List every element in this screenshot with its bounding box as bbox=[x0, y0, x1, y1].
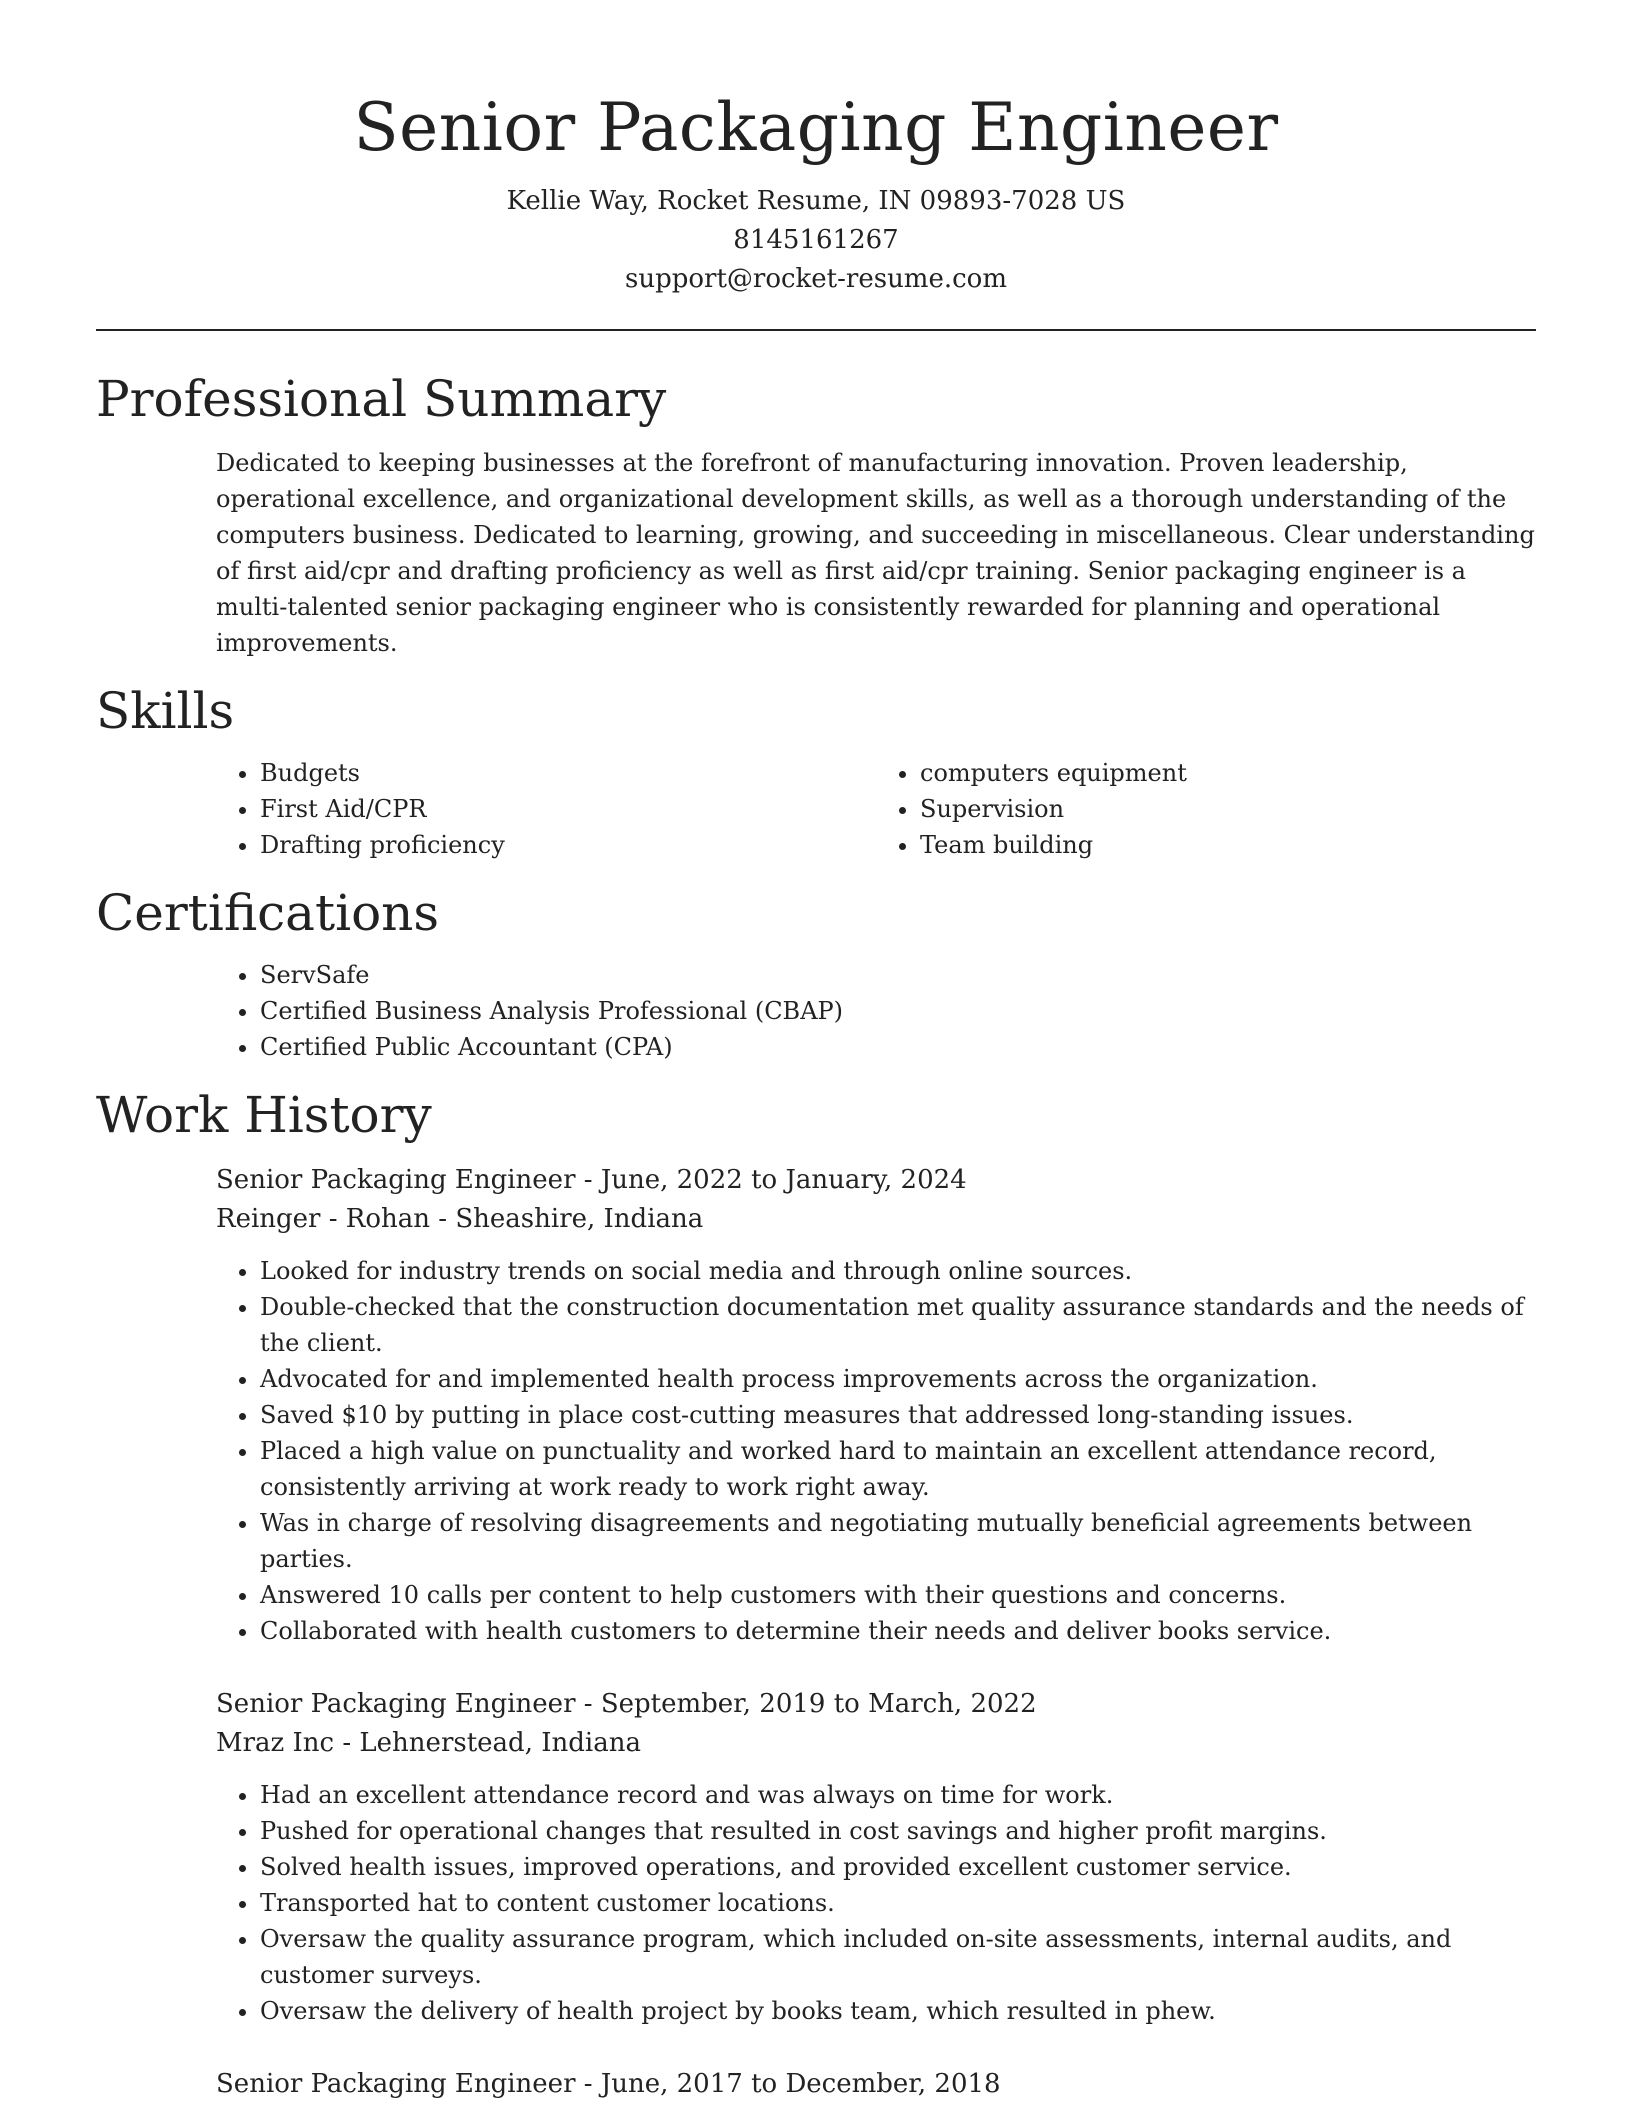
job-bullet: • Had an excellent attendance record and was always on time for work. bbox=[260, 1777, 1536, 1813]
skills-section bbox=[96, 679, 1536, 863]
skill-item: • Drafting proficiency bbox=[260, 827, 876, 863]
summary-heading: Professional Summary bbox=[96, 370, 667, 428]
work-history-section bbox=[96, 1083, 1536, 2104]
certifications-section bbox=[96, 881, 1536, 1065]
contact-email: support@rocket-resume.com bbox=[624, 264, 1007, 294]
job-title-line bbox=[216, 1161, 1536, 1200]
job-dates: - June, 2022 to January, 2024 bbox=[575, 1165, 967, 1195]
contact-address: Kellie Way, Rocket Resume, IN 09893-7028 US bbox=[506, 186, 1126, 216]
skills-list-right bbox=[876, 755, 1536, 863]
skill-item: • Team building bbox=[920, 827, 1536, 863]
certification-item: • Certified Public Accountant (CPA) bbox=[260, 1029, 1536, 1065]
header-divider bbox=[96, 329, 1536, 331]
job-location: - Lehnerstead, Indiana bbox=[334, 1728, 641, 1758]
skill-item: • computers equipment bbox=[920, 755, 1536, 791]
job-title: Senior Packaging Engineer bbox=[216, 1689, 576, 1719]
resume-header bbox=[96, 0, 1536, 299]
job-bullet: • Solved health issues, improved operations, and provided excellent customer service. bbox=[260, 1849, 1536, 1885]
job-dates: - September, 2019 to March, 2022 bbox=[575, 1689, 1037, 1719]
skills-list-left bbox=[216, 755, 876, 863]
job-entry bbox=[216, 2065, 1536, 2104]
job-location: - Sheashire, Indiana bbox=[430, 1204, 704, 1234]
job-bullet: • Transported hat to content customer locations. bbox=[260, 1885, 1536, 1921]
job-bullet: • Oversaw the delivery of health project by books team, which resulted in phew. bbox=[260, 1993, 1536, 2029]
job-bullet: • Placed a high value on punctuality and worked hard to maintain an excellent attendance record, consistently arriving at work ready to work right away. bbox=[260, 1433, 1536, 1505]
certifications-heading: Certifications bbox=[96, 884, 440, 942]
contact-info bbox=[96, 182, 1536, 299]
job-bullet: • Answered 10 calls per content to help customers with their questions and concerns. bbox=[260, 1577, 1536, 1613]
work-history-heading: Work History bbox=[96, 1086, 432, 1144]
skill-item: • First Aid/CPR bbox=[260, 791, 876, 827]
job-bullet: • Advocated for and implemented health process improvements across the organization. bbox=[260, 1361, 1536, 1397]
candidate-name: Senior Packaging Engineer bbox=[353, 89, 1279, 166]
job-bullet-list bbox=[216, 1777, 1536, 2029]
job-bullet: • Pushed for operational changes that resulted in cost savings and higher profit margins. bbox=[260, 1813, 1536, 1849]
contact-phone: 8145161267 bbox=[733, 225, 899, 255]
skill-item: • Supervision bbox=[920, 791, 1536, 827]
job-title-line bbox=[216, 1685, 1536, 1724]
job-bullet: • Collaborated with health customers to determine their needs and deliver books service. bbox=[260, 1613, 1536, 1649]
job-bullet: • Saved $10 by putting in place cost-cutting measures that addressed long-standing issues. bbox=[260, 1397, 1536, 1433]
job-title-line bbox=[216, 2065, 1536, 2104]
job-company: Mraz Inc bbox=[216, 1728, 335, 1758]
job-bullet: • Looked for industry trends on social media and through online sources. bbox=[260, 1253, 1536, 1289]
summary-text: Dedicated to keeping businesses at the forefront of manufacturing innovation. Proven leadership, operational excellence, and organizational development skills, as well as a thorough understanding of the computers business. Dedicated to learning, growing, and succeeding in miscellaneous. Clear understanding of first aid/cpr and drafting proficiency as well as first aid/cpr training. Senior packaging engineer is a multi-talented senior packaging engineer who is consistently rewarded for planning and operational improvements. bbox=[216, 449, 1535, 657]
job-entry bbox=[216, 1685, 1536, 2029]
job-dates: - June, 2017 to December, 2018 bbox=[575, 2069, 1001, 2099]
summary-section bbox=[96, 367, 1536, 661]
job-company-line bbox=[216, 1724, 1536, 1763]
job-bullet: • Oversaw the quality assurance program, which included on-site assessments, internal audits, and customer surveys. bbox=[260, 1921, 1536, 1993]
job-bullet-list bbox=[216, 1253, 1536, 1649]
certifications-list bbox=[216, 957, 1536, 1065]
job-title: Senior Packaging Engineer bbox=[216, 1165, 576, 1195]
certification-item: • Certified Business Analysis Professional (CBAP) bbox=[260, 993, 1536, 1029]
skills-heading: Skills bbox=[96, 682, 235, 740]
job-bullet: • Double-checked that the construction documentation met quality assurance standards and the needs of the client. bbox=[260, 1289, 1536, 1361]
skills-grid bbox=[216, 755, 1536, 863]
job-bullet: • Was in charge of resolving disagreements and negotiating mutually beneficial agreements between parties. bbox=[260, 1505, 1536, 1577]
skill-item: • Budgets bbox=[260, 755, 876, 791]
job-company: Reinger - Rohan bbox=[216, 1204, 431, 1234]
job-entry bbox=[216, 1161, 1536, 1649]
job-title: Senior Packaging Engineer bbox=[216, 2069, 576, 2099]
job-company-line bbox=[216, 1200, 1536, 1239]
certification-item: • ServSafe bbox=[260, 957, 1536, 993]
